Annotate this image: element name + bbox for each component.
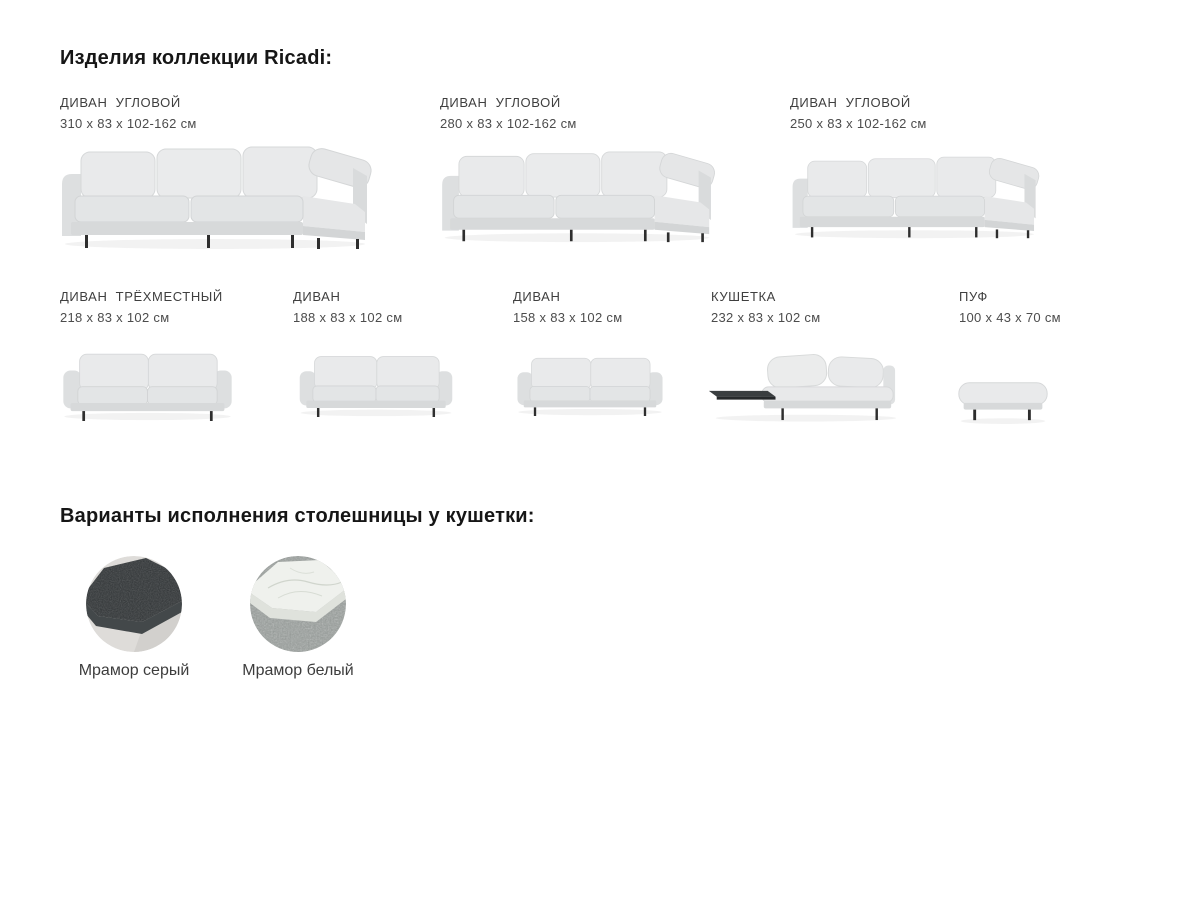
product-name: КУШЕТКА — [711, 289, 776, 304]
gray-marble-swatch — [86, 556, 182, 652]
sofa-158-illustration — [512, 352, 668, 416]
product-label-6 — [513, 289, 622, 325]
product-dimensions: 280 x 83 x 102-162 см — [440, 116, 577, 131]
product-name: ДИВАН ТРЁХМЕСТНЫЙ — [60, 289, 223, 304]
product-name: ДИВАН УГЛОВОЙ — [790, 95, 911, 110]
product-dimensions: 310 x 83 x 102-162 см — [60, 116, 197, 131]
materials-section-title: Варианты исполнения столешницы у кушетки: — [60, 505, 535, 527]
three-seater-sofa-illustration — [57, 347, 238, 421]
product-label-3 — [790, 95, 927, 131]
gray-marble-label: Мрамор серый — [78, 662, 190, 679]
pouf-illustration — [955, 376, 1051, 424]
corner-sofa-310-illustration — [55, 138, 375, 250]
product-name: ДИВАН — [293, 289, 341, 304]
product-dimensions: 158 x 83 x 102 см — [513, 310, 623, 325]
daybed-illustration — [703, 346, 899, 422]
product-label-8 — [959, 289, 1061, 325]
product-label-1 — [60, 95, 197, 131]
corner-sofa-250-illustration — [787, 150, 1042, 239]
product-label-4 — [60, 289, 223, 325]
product-dimensions: 100 x 43 x 70 см — [959, 310, 1061, 325]
product-name: ПУФ — [959, 289, 988, 304]
products-section-title: Изделия коллекции Ricadi: — [60, 47, 333, 69]
product-dimensions: 188 x 83 x 102 см — [293, 310, 403, 325]
sofa-188-illustration — [294, 350, 458, 417]
product-name: ДИВАН — [513, 289, 561, 304]
product-label-7 — [711, 289, 820, 325]
product-label-2 — [440, 95, 577, 131]
product-label-5 — [293, 289, 402, 325]
product-dimensions: 232 x 83 x 102 см — [711, 310, 821, 325]
product-name: ДИВАН УГЛОВОЙ — [440, 95, 561, 110]
white-marble-label: Мрамор белый — [242, 662, 354, 679]
product-dimensions: 218 x 83 x 102 см — [60, 310, 170, 325]
corner-sofa-280-illustration — [436, 144, 718, 243]
product-name: ДИВАН УГЛОВОЙ — [60, 95, 181, 110]
product-dimensions: 250 x 83 x 102-162 см — [790, 116, 927, 131]
white-marble-swatch — [250, 556, 346, 652]
